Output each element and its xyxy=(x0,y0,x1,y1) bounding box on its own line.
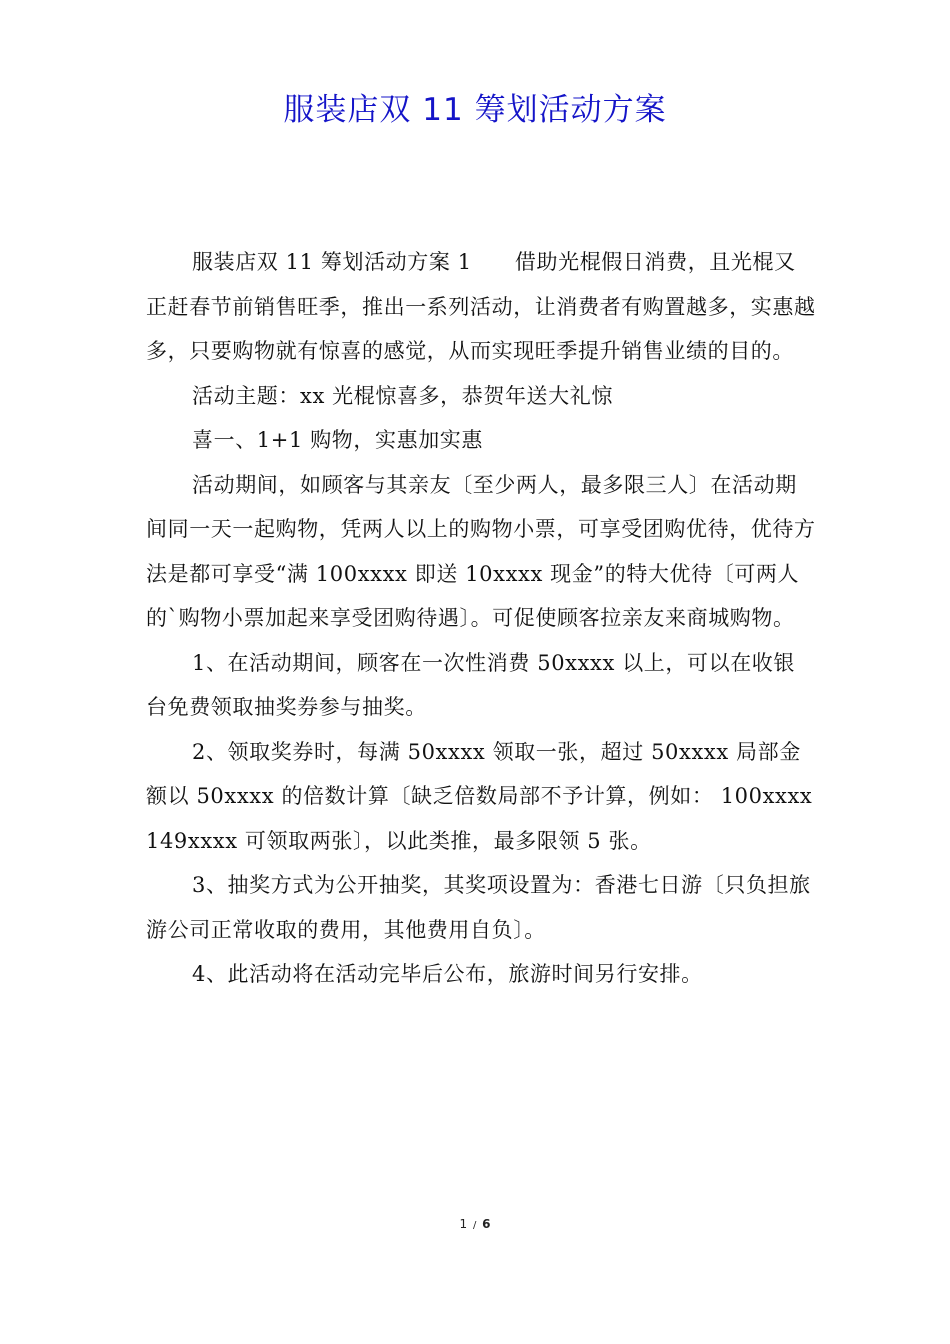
page-separator: / xyxy=(472,1220,477,1231)
paragraph-intro: 服装店双 11 筹划活动方案 1 借助光棍假日消费，且光棍又正赶春节前销售旺季，推出一系列活动，让消费者有购置越多，实惠越多，只要购物就有惊喜的感觉，从而实现旺季提升销售业绩的目的。 xyxy=(146,250,816,363)
document-body xyxy=(146,240,816,997)
page-total: 6 xyxy=(482,1217,491,1231)
paragraph-item-4: 4、此活动将在活动完毕后公布，旅游时间另行安排。 xyxy=(192,962,703,986)
paragraph-item-2: 2、领取奖券时，每满 50xxxx 领取一张，超过 50xxxx 局部金额以 50xxxx 的倍数计算〔缺乏倍数局部不予计算，例如： 100xxxx149xxxx 可领取两张〕，以此类推，最多限领 5 张。 xyxy=(146,739,813,853)
paragraph-section-heading: 喜一、1+1 购物，实惠加实惠 xyxy=(192,428,483,452)
page-number xyxy=(0,1214,950,1236)
document-title: 服装店双 11 筹划活动方案 xyxy=(283,92,667,128)
paragraph-group-offer: 活动期间，如顾客与其亲友〔至少两人，最多限三人〕在活动期间同一天一起购物，凭两人以上的购物小票，可享受团购优待，优待方法是都可享受“满 100xxxx 即送 10xxxx 现金”的特大优待〔可两人的`购物小票加起来享受团购待遇〕。可促使顾客拉亲友来商城购物。 xyxy=(146,472,816,630)
page-current: 1 xyxy=(459,1217,468,1231)
paragraph-theme: 活动主题：xx 光棍惊喜多，恭贺年送大礼惊 xyxy=(192,383,613,408)
paragraph-item-1: 1、在活动期间，顾客在一次性消费 50xxxx 以上，可以在收银台免费领取抽奖券参与抽奖。 xyxy=(146,650,796,719)
paragraph-item-3: 3、抽奖方式为公开抽奖，其奖项设置为：香港七日游〔只负担旅游公司正常收取的费用，其他费用自负〕。 xyxy=(146,873,811,942)
